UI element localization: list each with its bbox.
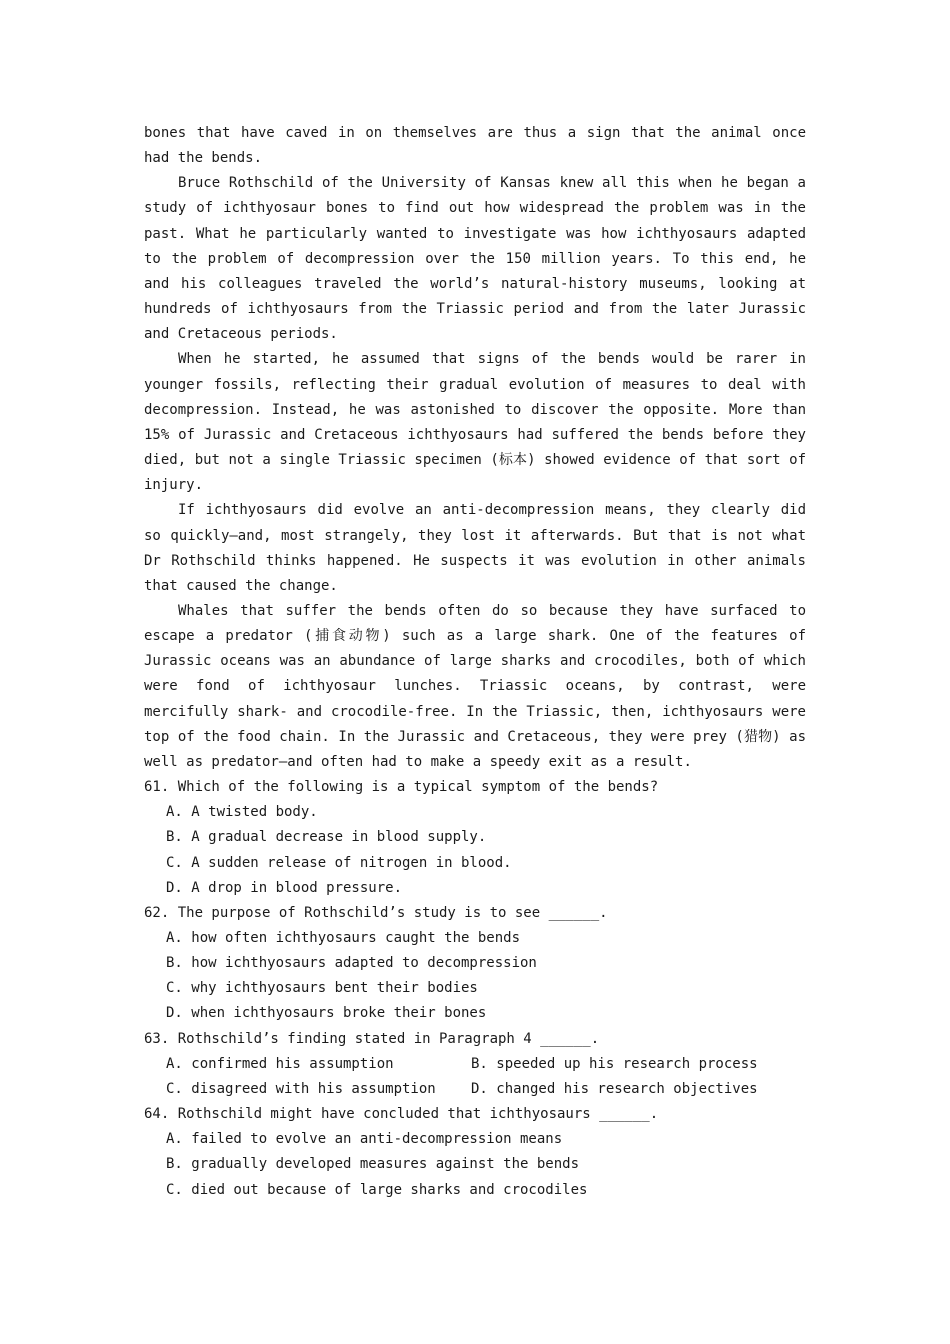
question-63: [144, 1027, 806, 1102]
document-page: [144, 121, 806, 1203]
question-stem: 62. The purpose of Rothschild’s study is to see ______.: [144, 904, 608, 921]
option-c: C. disagreed with his assumption: [166, 1080, 436, 1097]
question-stem: 61. Which of the following is a typical symptom of the bends?: [144, 779, 659, 796]
option-b: B. gradually developed measures against the bends: [166, 1156, 580, 1173]
passage-paragraph-4: Whales that suffer the bends often do so because they have surfaced to escape a predator (捕食动物) such as a large shark. One of the features of Jurassic oceans was an abundance of large sharks and crocodiles, both of which were fond of ichthyosaur lunches. Triassic oceans, by contrast, were mercifully shark- and crocodile-free. In the Triassic, then, ichthyosaurs were top of the food chain. In the Jurassic and Cretaceous, they were prey (猎物) as well as predator—and often had to make a speedy exit as a result.: [144, 602, 806, 770]
option-c: C. A sudden release of nitrogen in blood.: [166, 854, 512, 871]
passage-paragraph-2: When he started, he assumed that signs of the bends would be rarer in younger fossils, reflecting their gradual evolution of measures to deal with decompression. Instead, he was astonished to discover the opposite. More than 15% of Jurassic and Cretaceous ichthyosaurs had suffered the bends before they died, but not a single Triassic specimen (标本) showed evidence of that sort of injury.: [144, 351, 806, 494]
option-a: A. failed to evolve an anti-decompression means: [166, 1131, 563, 1148]
option-c: C. died out because of large sharks and crocodiles: [166, 1181, 588, 1198]
option-d: D. A drop in blood pressure.: [166, 879, 403, 896]
option-row: [144, 1077, 806, 1102]
option-a: A. A twisted body.: [166, 804, 318, 821]
passage-paragraph-0: bones that have caved in on themselves are thus a sign that the animal once had the bends.: [144, 125, 806, 167]
option-b: B. speeded up his research process: [471, 1055, 758, 1072]
option-row: [144, 1052, 806, 1077]
passage-paragraph-1: Bruce Rothschild of the University of Kansas knew all this when he began a study of ichthyosaur bones to find out how widespread the problem was in the past. What he particularly wanted to investigate was how ichthyosaurs adapted to the problem of decompression over the 150 million years. To this end, he and his colleagues traveled the world’s natural-history museums, looking at hundreds of ichthyosaurs from the Triassic period and from the later Jurassic and Cretaceous periods.: [144, 175, 806, 343]
option-b: B. how ichthyosaurs adapted to decompression: [166, 955, 537, 972]
question-61: [144, 775, 806, 901]
question-stem: 63. Rothschild’s finding stated in Paragraph 4 ______.: [144, 1030, 600, 1047]
option-c: C. why ichthyosaurs bent their bodies: [166, 980, 478, 997]
option-d: D. when ichthyosaurs broke their bones: [166, 1005, 487, 1022]
question-62: [144, 901, 806, 1027]
option-a: A. confirmed his assumption: [166, 1055, 394, 1072]
question-stem: 64. Rothschild might have concluded that ichthyosaurs ______.: [144, 1106, 659, 1123]
option-b: B. A gradual decrease in blood supply.: [166, 829, 487, 846]
passage-paragraph-3: If ichthyosaurs did evolve an anti-decompression means, they clearly did so quickly—and, most strangely, they lost it afterwards. But that is not what Dr Rothschild thinks happened. He suspects it was evolution in other animals that caused the change.: [144, 502, 806, 594]
question-64: [144, 1102, 806, 1203]
option-a: A. how often ichthyosaurs caught the bends: [166, 930, 521, 946]
option-d: D. changed his research objectives: [471, 1080, 758, 1097]
